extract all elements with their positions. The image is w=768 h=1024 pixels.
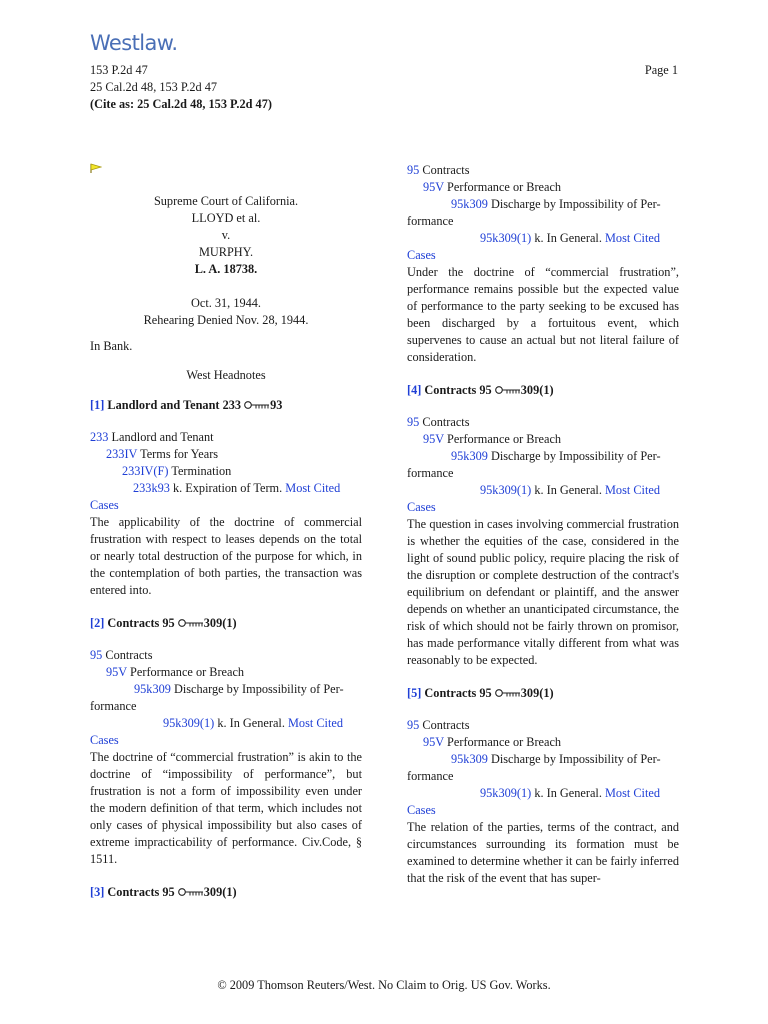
subtopic-label: Performance or Breach <box>447 432 562 446</box>
subtopic-label: Performance or Breach <box>447 180 562 194</box>
topic-link[interactable]: 95 <box>90 648 103 662</box>
key-label: Discharge by Impossibility of Per- <box>490 449 661 463</box>
headnote-text: The applicability of the doctrine of commercial frustration with respect to leases depends on the total or nearly total destruction of the purpose for which, in the contemplation of both parties, the transaction was entered into. <box>90 515 362 597</box>
topic-label: Landlord and Tenant <box>111 430 214 444</box>
copyright-footer: © 2009 Thomson Reuters/West. No Claim to Orig. US Gov. Works. <box>217 978 551 992</box>
key-link[interactable]: 95k309(1) <box>480 786 532 800</box>
headnote-topic: Landlord and Tenant 233 <box>107 398 242 412</box>
most-cited-cases-link[interactable]: Cases <box>407 803 436 817</box>
key-link[interactable]: 95k309 <box>451 752 488 766</box>
key-number-icon <box>178 616 204 633</box>
decision-date: Oct. 31, 1944. <box>190 296 262 310</box>
headnote-text: The doctrine of “commercial frustration” is akin to the doctrine of “impossibility of performance”, but frustration is not a form of impossibility even under the modern definition of that term, which includes not only cases of physical impossibility but also cases of extreme impracticability of performance. Civ.Code, § 1511. <box>90 750 362 866</box>
plaintiff-name: LLOYD et al. <box>191 211 261 225</box>
in-bank: In Bank. <box>90 339 133 353</box>
subtopic-link[interactable]: 95V <box>423 735 444 749</box>
subtopic-link[interactable]: 95V <box>423 432 444 446</box>
headnote-heading <box>90 615 362 633</box>
key-number-icon <box>495 686 521 703</box>
key-label: Discharge by Impossibility of Per- <box>173 682 344 696</box>
key-label: k. In General. <box>534 483 602 497</box>
headnote-heading <box>90 397 362 415</box>
citation-parallel: 25 Cal.2d 48, 153 P.2d 47 <box>90 80 218 94</box>
right-column <box>407 162 679 903</box>
key-link[interactable]: 95k309(1) <box>480 231 532 245</box>
key-number: 93 <box>270 398 283 412</box>
case-caption <box>90 193 362 329</box>
key-label-continued: formance <box>407 466 454 480</box>
cite-as: (Cite as: 25 Cal.2d 48, 153 P.2d 47) <box>90 97 272 111</box>
topic-link[interactable]: 95 <box>407 163 420 177</box>
key-number: 309(1) <box>520 686 554 700</box>
key-label: Discharge by Impossibility of Per- <box>490 197 661 211</box>
west-headnotes-heading: West Headnotes <box>186 368 266 382</box>
topic-label: Contracts <box>422 415 470 429</box>
topic-link[interactable]: 95 <box>407 718 420 732</box>
key-label-continued: formance <box>407 769 454 783</box>
headnote-text: The relation of the parties, terms of the contract, and circumstances surrounding its formation must be examined to determine whether it can be fairly inferred that the risk of the event that has super- <box>407 820 679 885</box>
key-number-icon <box>244 398 270 415</box>
most-cited-link[interactable]: Most Cited <box>605 483 660 497</box>
key-link[interactable]: 95k309 <box>134 682 171 696</box>
key-number: 309(1) <box>203 885 237 899</box>
citation-reporter: 153 P.2d 47 <box>90 63 148 77</box>
key-link[interactable]: 95k309(1) <box>480 483 532 497</box>
topic-label: Contracts <box>422 718 470 732</box>
key-label: k. In General. <box>217 716 285 730</box>
left-column <box>90 397 362 918</box>
headnote-topic: Contracts 95 <box>424 686 492 700</box>
most-cited-cases-link[interactable]: Cases <box>407 500 436 514</box>
most-cited-cases-link[interactable]: Cases <box>90 498 119 512</box>
headnote-topic: Contracts 95 <box>424 383 492 397</box>
key-link[interactable]: 233k93 <box>133 481 170 495</box>
key-link[interactable]: 95k309(1) <box>163 716 215 730</box>
headnote-number-link[interactable]: [3] <box>90 885 105 899</box>
most-cited-link[interactable]: Most Cited <box>605 231 660 245</box>
key-number: 309(1) <box>520 383 554 397</box>
key-number: 309(1) <box>203 616 237 630</box>
headnote-topic: Contracts 95 <box>107 885 175 899</box>
subtopic-label: Performance or Breach <box>447 735 562 749</box>
subtopic-link[interactable]: 95V <box>423 180 444 194</box>
subtopic-label: Terms for Years <box>140 447 219 461</box>
most-cited-link[interactable]: Most Cited <box>288 716 343 730</box>
topic-link[interactable]: 233 <box>90 430 109 444</box>
headnote-4 <box>407 382 679 669</box>
headnote-3-body <box>407 162 679 366</box>
key-number-icon <box>178 885 204 902</box>
key-label: k. In General. <box>534 786 602 800</box>
topic-link[interactable]: 95 <box>407 415 420 429</box>
headnote-text: The question in cases involving commercial frustration is whether the equities of the case, considered in the light of sound public policy, require placing the risk of the disruption or complete destruction of the contract's equilibrium on defendant or plaintiff, and the answer depends on whether an unanticipated circumstance, the risk of which should not be fairly thrown on promisor, has made performance vitally different from what was reasonably to be expected. <box>407 517 679 667</box>
most-cited-cases-link[interactable]: Cases <box>407 248 436 262</box>
topic-label: Contracts <box>105 648 153 662</box>
headnote-5 <box>407 685 679 887</box>
subtopic-label: Performance or Breach <box>130 665 245 679</box>
subtopic-label: Termination <box>171 464 232 478</box>
most-cited-link[interactable]: Most Cited <box>285 481 341 495</box>
rehearing-date: Rehearing Denied Nov. 28, 1944. <box>143 313 309 327</box>
key-link[interactable]: 95k309 <box>451 197 488 211</box>
key-label: Discharge by Impossibility of Per- <box>490 752 661 766</box>
key-number-icon <box>495 383 521 400</box>
headnote-heading <box>407 382 679 400</box>
citation-block <box>90 62 272 113</box>
headnote-heading <box>407 685 679 703</box>
headnote-number-link[interactable]: [1] <box>90 398 105 412</box>
subtopic-link[interactable]: 95V <box>106 665 127 679</box>
key-label-continued: formance <box>90 699 137 713</box>
flag-icon[interactable] <box>90 161 102 178</box>
topic-label: Contracts <box>422 163 470 177</box>
page-number: Page 1 <box>644 63 678 77</box>
headnote-number-link[interactable]: [4] <box>407 383 422 397</box>
most-cited-cases-link[interactable]: Cases <box>90 733 119 747</box>
subtopic-link[interactable]: 233IV(F) <box>122 464 169 478</box>
key-label-continued: formance <box>407 214 454 228</box>
headnote-heading <box>90 884 362 902</box>
headnote-number-link[interactable]: [5] <box>407 686 422 700</box>
headnote-number-link[interactable]: [2] <box>90 616 105 630</box>
headnote-3-heading <box>90 884 362 902</box>
most-cited-link[interactable]: Most Cited <box>605 786 660 800</box>
court-name: Supreme Court of California. <box>153 194 299 208</box>
headnote-text: Under the doctrine of “commercial frustration”, performance remains possible but the expected value of performance to the party seeking to be excused has been discharged by a fortuitous event, which supervenes to cause an actual but not literal failure of consideration. <box>407 265 679 364</box>
headnote-1 <box>90 397 362 599</box>
subtopic-link[interactable]: 233IV <box>106 447 138 461</box>
defendant-name: MURPHY. <box>198 245 254 259</box>
key-label: k. Expiration of Term. <box>172 481 283 495</box>
headnote-topic: Contracts 95 <box>107 616 175 630</box>
key-label: k. In General. <box>534 231 602 245</box>
westlaw-logo: Westlaw. <box>90 31 178 55</box>
key-link[interactable]: 95k309 <box>451 449 488 463</box>
versus: v. <box>221 228 231 242</box>
docket-number: L. A. 18738. <box>194 262 258 276</box>
headnote-2 <box>90 615 362 868</box>
